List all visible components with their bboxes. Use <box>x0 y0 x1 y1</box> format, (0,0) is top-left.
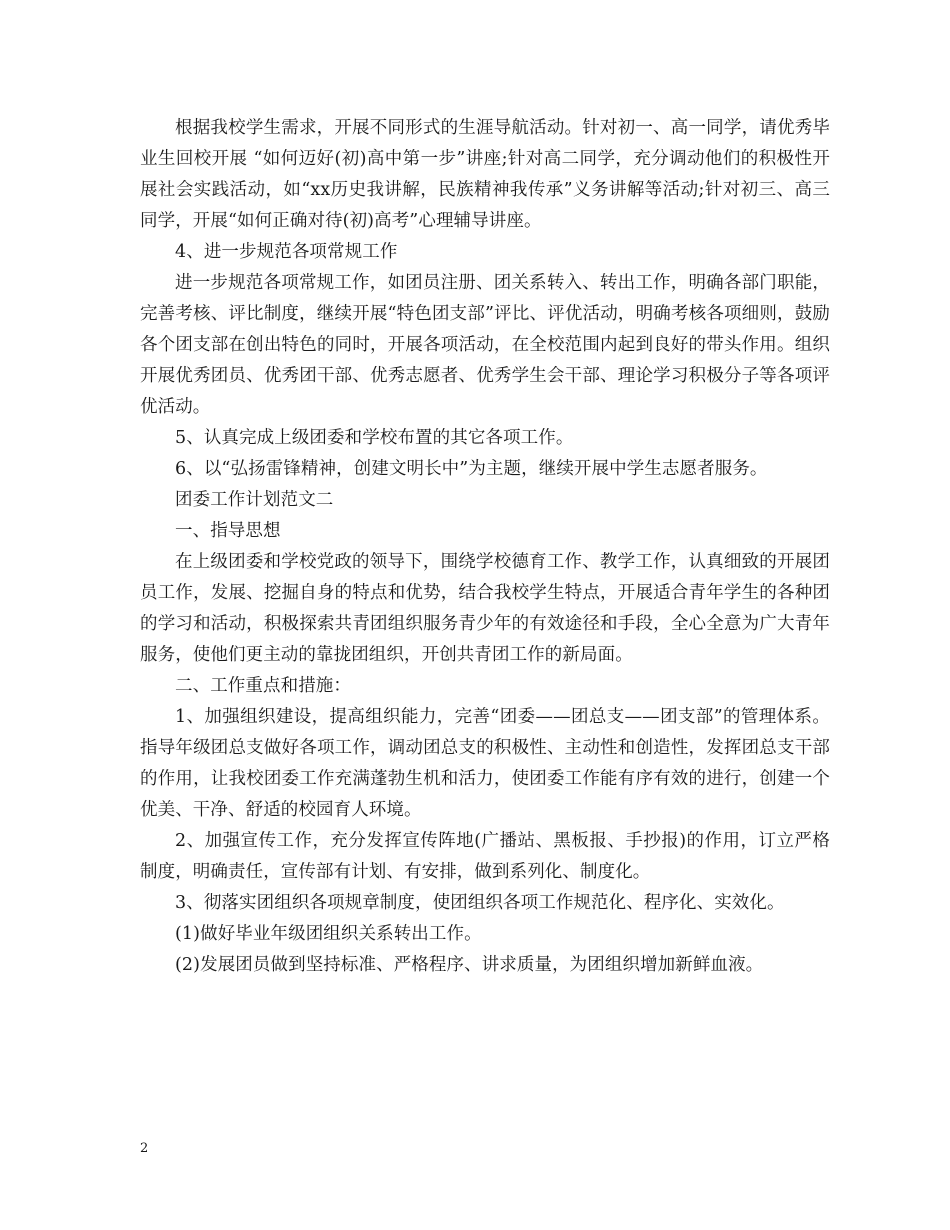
paragraph-publicity-work: 2、加强宣传工作，充分发挥宣传阵地(广播站、黑板报、手抄报)的作用，订立严格制度，明确责任，宣传部有计划、有安排，做到系列化、制度化。 <box>140 831 830 882</box>
paragraph-other-tasks: 5、认真完成上级团委和学校布置的其它各项工作。 <box>175 428 574 448</box>
paragraph-heading-routine-work: 4、进一步规范各项常规工作 <box>175 242 398 262</box>
paragraph-career-navigation: 根据我校学生需求，开展不同形式的生涯导航活动。针对初一、高一同学，请优秀毕业生回校开展 “如何迈好(初)高中第一步”讲座;针对高二同学，充分调动他们的积极性开展社会实践活动，如“xx历史我讲解，民族精神我传承”义务讲解等活动;针对初三、高三同学，开展“如何正确对待(初)高考”心理辅导讲座。 <box>140 118 830 231</box>
paragraph-guiding-ideology: 在上级团委和学校党政的领导下，围绕学校德育工作、教学工作，认真细致的开展团员工作，发展、挖掘自身的特点和优势，结合我校学生特点，开展适合青年学生的各种团的学习和活动，积极探索共青团组织服务青少年的有效途径和手段，全心全意为广大青年服务，使他们更主动的靠拢团组织，开创共青团工作的新局面。 <box>140 552 830 665</box>
paragraph-regulations: 3、彻落实团组织各项规章制度，使团组织各项工作规范化、程序化、实效化。 <box>175 893 785 913</box>
heading-key-work-measures: 二、工作重点和措施： <box>175 676 351 696</box>
paragraph-member-development: (2)发展团员做到坚持标准、严格程序、讲求质量，为团组织增加新鲜血液。 <box>175 955 764 975</box>
heading-guiding-ideology: 一、指导思想 <box>175 521 281 541</box>
paragraph-organization-building: 1、加强组织建设，提高组织能力，完善“团委——团总支——团支部”的管理体系。指导年级团总支做好各项工作，调动团总支的积极性、主动性和创造性，发挥团总支干部的作用，让我校团委工作充满蓬勃生机和活力，使团委工作能有序有效的进行，创建一个优美、干净、舒适的校园育人环境。 <box>140 707 830 820</box>
paragraph-graduate-transfer: (1)做好毕业年级团组织关系转出工作。 <box>175 924 482 944</box>
page-body <box>140 113 830 981</box>
paragraph-routine-work: 进一步规范各项常规工作，如团员注册、团关系转入、转出工作，明确各部门职能，完善考核、评比制度，继续开展“特色团支部”评比、评优活动，明确考核各项细则，鼓励各个团支部在创出特色的同时，开展各项活动，在全校范围内起到良好的带头作用。组织开展优秀团员、优秀团干部、优秀志愿者、优秀学生会干部、理论学习积极分子等各项评优活动。 <box>140 273 830 417</box>
section-title-sample-two: 团委工作计划范文二 <box>175 490 334 510</box>
page-number: 2 <box>140 1141 149 1156</box>
paragraph-volunteer-service: 6、以“弘扬雷锋精神，创建文明长中”为主题，继续开展中学生志愿者服务。 <box>175 459 768 479</box>
